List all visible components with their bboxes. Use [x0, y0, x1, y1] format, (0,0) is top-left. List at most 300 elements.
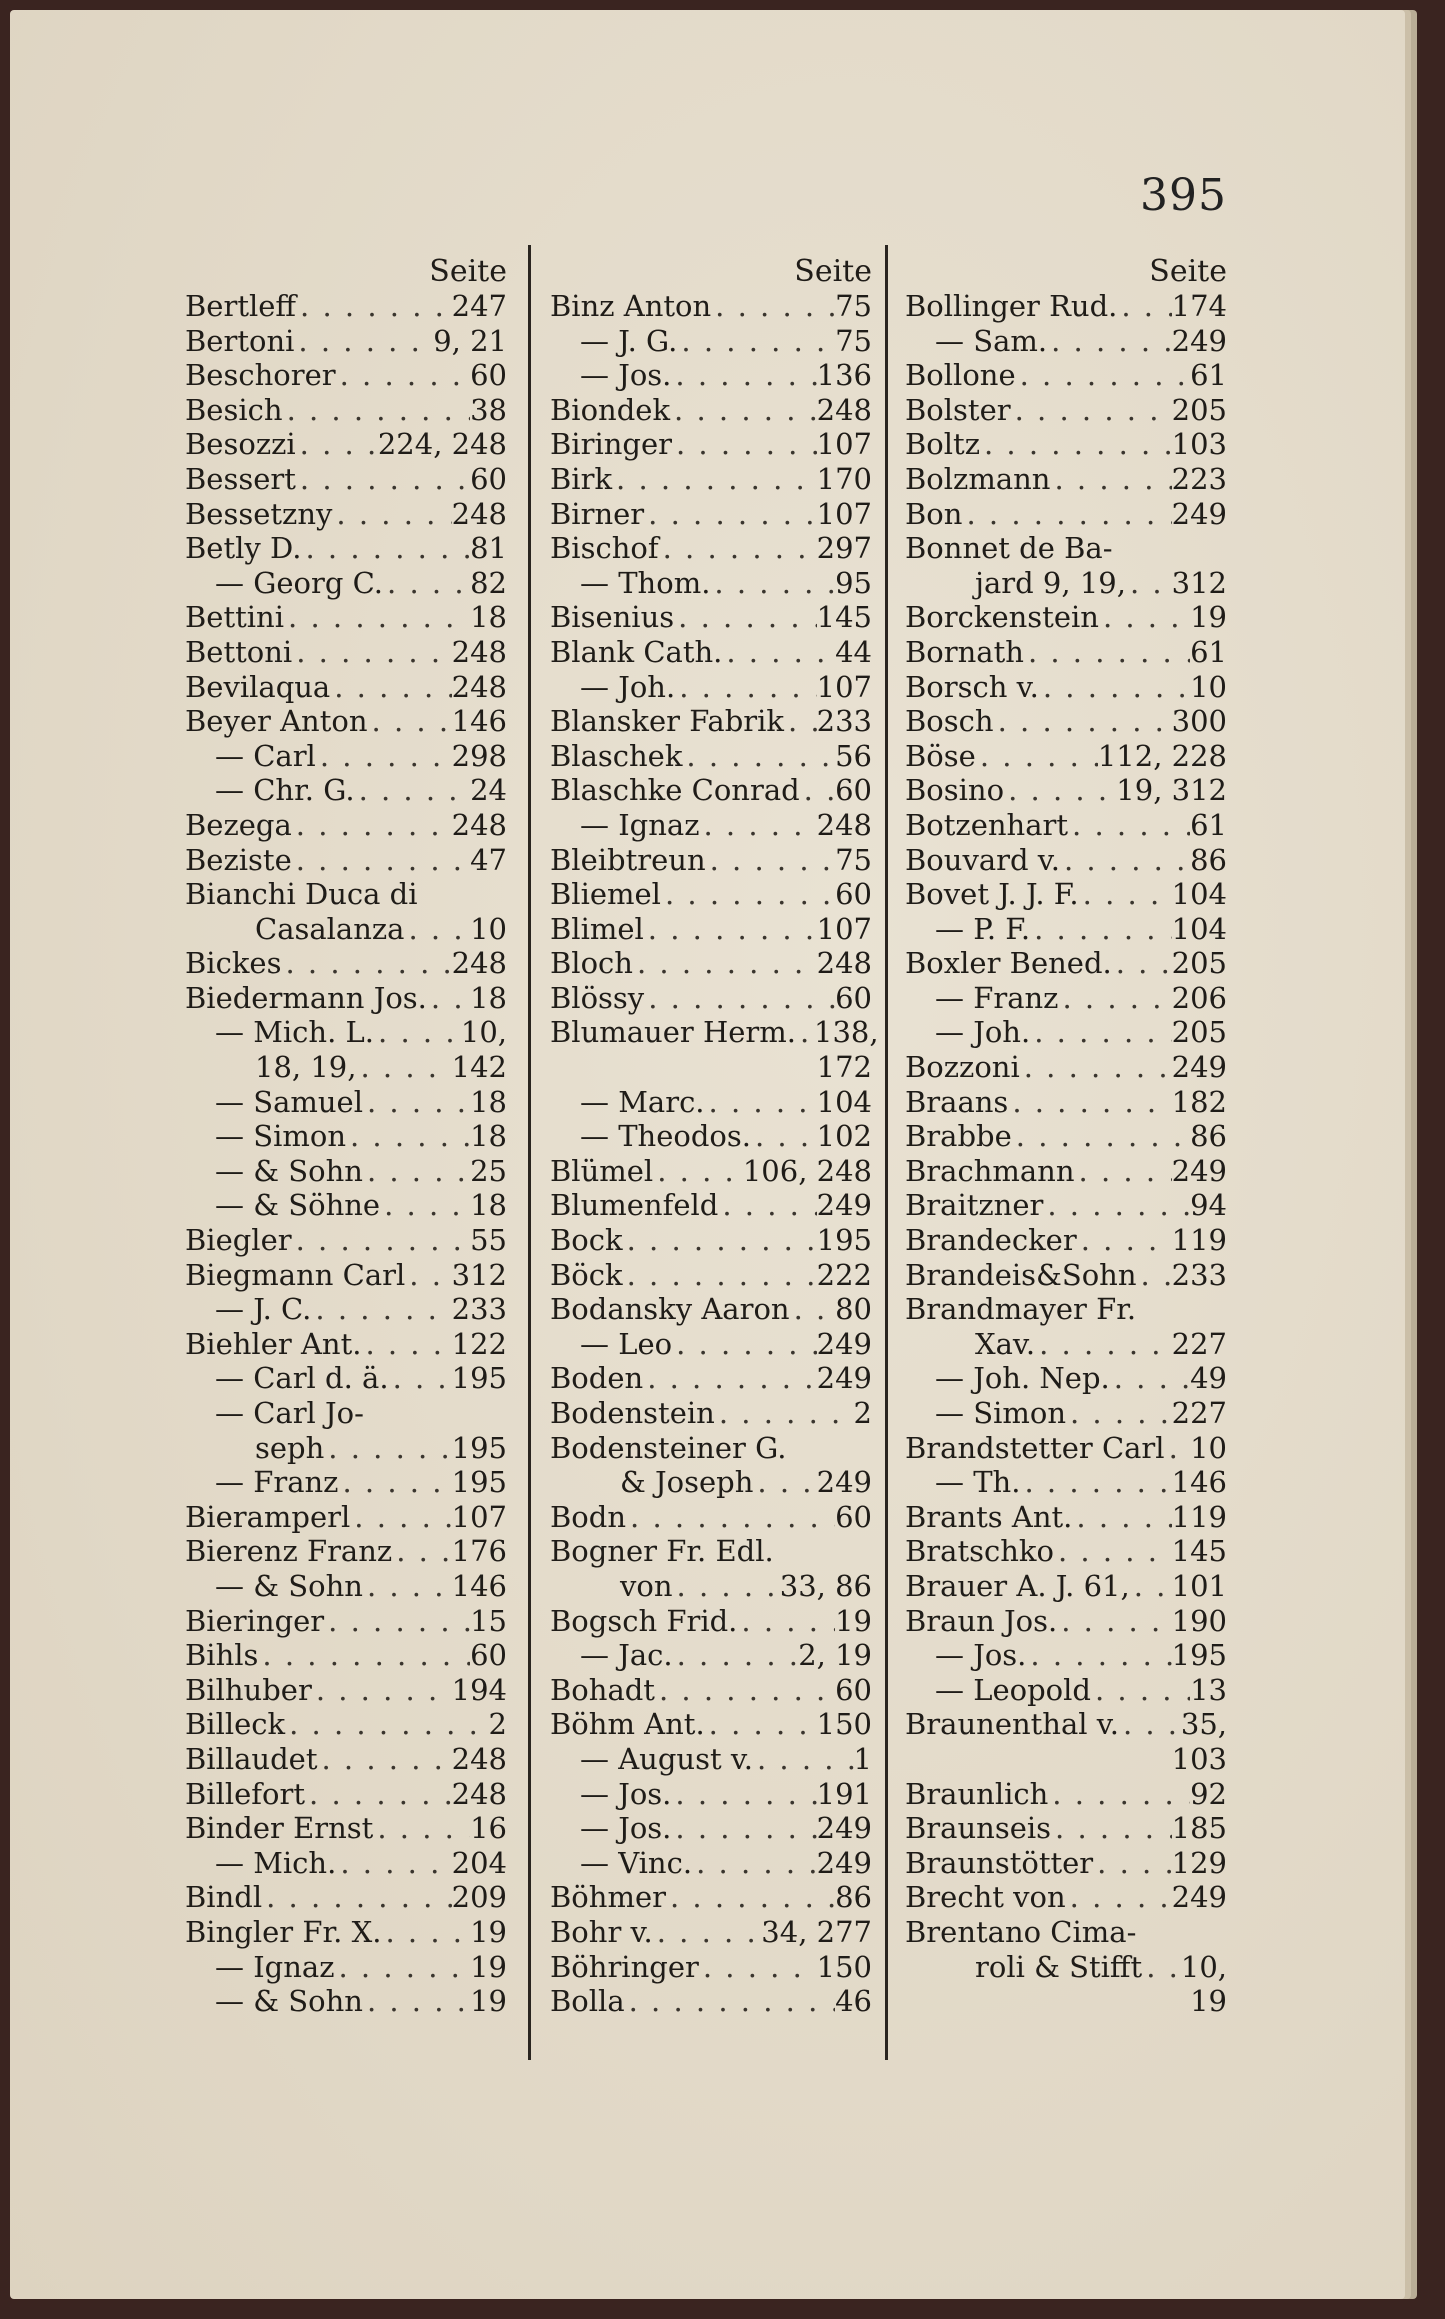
- entry-name: Bogsch Frid.: [550, 1603, 738, 1638]
- index-entry: [905, 497, 1235, 532]
- entry-pages: 19: [835, 1603, 872, 1638]
- index-entry: [550, 773, 880, 808]
- index-entry: [550, 1673, 880, 1708]
- entry-pages: 249: [816, 1361, 872, 1396]
- index-entry: [185, 877, 515, 912]
- index-entry: [905, 1258, 1235, 1293]
- index-entry: [550, 1258, 880, 1293]
- dot-leader: [1050, 462, 1171, 497]
- index-entry: [905, 1777, 1235, 1812]
- dot-leader: [699, 808, 816, 843]
- entry-name: Brentano Cima-: [905, 1914, 1137, 1949]
- entry-pages: 146: [1171, 1465, 1227, 1500]
- index-entry: [185, 1950, 515, 1985]
- dot-leader: [1072, 1500, 1171, 1535]
- dot-leader: [363, 1085, 470, 1120]
- dot-leader: [722, 635, 835, 670]
- entry-pages: 223: [1171, 461, 1227, 496]
- entry-pages: 249: [1171, 323, 1227, 358]
- entry-name: Bohadt: [550, 1672, 655, 1707]
- entry-name: — Theodos.: [580, 1119, 751, 1154]
- entry-name: — Jac.: [580, 1638, 673, 1673]
- entry-pages: 227: [1171, 1326, 1227, 1361]
- entry-name: — & Sohn: [215, 1568, 363, 1603]
- entry-pages: 60: [470, 1638, 507, 1673]
- dot-leader: [644, 912, 817, 947]
- index-entry: [550, 1534, 880, 1569]
- dot-leader: [296, 462, 470, 497]
- dot-leader: [1091, 1673, 1190, 1708]
- entry-pages: 138,: [814, 1015, 879, 1050]
- index-entry: [905, 600, 1235, 635]
- entry-name: Blössy: [550, 980, 645, 1015]
- entry-pages: 18: [470, 1188, 507, 1223]
- index-entry: [905, 877, 1235, 912]
- dot-leader: [1048, 1777, 1190, 1812]
- dot-leader: [1117, 289, 1171, 324]
- dot-leader: [612, 462, 817, 497]
- entry-pages: 298: [451, 738, 507, 773]
- entry-name: Boden: [550, 1361, 644, 1396]
- index-entry: [185, 1673, 515, 1708]
- dot-leader: [1035, 1327, 1172, 1362]
- index-column-1: [185, 255, 515, 2019]
- entry-pages: 102: [816, 1119, 872, 1154]
- index-entry: [185, 1534, 515, 1569]
- index-entry: [185, 1915, 515, 1950]
- entry-pages: 19: [1190, 600, 1227, 635]
- index-entry: [550, 635, 880, 670]
- entry-pages: 172: [816, 1050, 872, 1085]
- index-entry: [550, 600, 880, 635]
- dot-leader: [350, 1500, 451, 1535]
- index-entry: [550, 1050, 880, 1085]
- dot-leader: [644, 497, 816, 532]
- index-entry: [550, 462, 880, 497]
- entry-name: Bianchi Duca di: [185, 877, 418, 912]
- index-entry: [185, 427, 515, 462]
- index-entry: [185, 1638, 515, 1673]
- dot-leader: [1020, 1050, 1172, 1085]
- index-entry: [905, 773, 1235, 808]
- dot-leader: [355, 773, 471, 808]
- index-entry: [550, 739, 880, 774]
- index-entry: [905, 358, 1235, 393]
- entry-name: Birner: [550, 496, 645, 531]
- index-entry: [905, 324, 1235, 359]
- entry-name: — Franz: [215, 1465, 339, 1500]
- entry-name: Bihls: [185, 1638, 259, 1673]
- index-entry: [550, 427, 880, 462]
- index-entry: [550, 531, 880, 566]
- entry-pages: 95: [835, 565, 872, 600]
- entry-pages: 60: [835, 980, 872, 1015]
- index-entry: [905, 1050, 1235, 1085]
- index-entry: [550, 497, 880, 532]
- entry-pages: 9, 21: [433, 323, 507, 358]
- dot-leader: [427, 981, 470, 1016]
- entry-name: Brandmayer Fr.: [905, 1292, 1137, 1327]
- dot-leader: [336, 1846, 451, 1881]
- entry-name: — Ignaz: [215, 1949, 335, 1984]
- entry-name: Billefort: [185, 1776, 306, 1811]
- index-entry: [550, 1984, 880, 2019]
- entry-pages: 2, 19: [798, 1638, 872, 1673]
- dot-leader: [796, 1015, 814, 1050]
- entry-pages: 248: [451, 946, 507, 981]
- index-entry: [550, 946, 880, 981]
- entry-pages: 195: [1171, 1638, 1227, 1673]
- index-entry: [550, 1361, 880, 1396]
- dot-leader: [1066, 1880, 1172, 1915]
- index-entry: [550, 1154, 880, 1189]
- index-entry: [550, 566, 880, 601]
- entry-pages: 146: [451, 1568, 507, 1603]
- entry-name: Beyer Anton: [185, 704, 368, 739]
- dot-leader: [674, 600, 816, 635]
- entry-pages: 2: [853, 1396, 872, 1430]
- index-entry: [185, 1880, 515, 1915]
- index-entry: [185, 704, 515, 739]
- index-entry: [905, 1119, 1235, 1154]
- entry-pages: 34, 277: [761, 1914, 872, 1949]
- dot-leader: [389, 1361, 452, 1396]
- index-entry: [905, 1742, 1235, 1777]
- entry-name: Bertleff: [185, 289, 297, 323]
- entry-pages: 170: [816, 461, 872, 496]
- index-entry: [550, 1085, 880, 1120]
- entry-name: Bilhuber: [185, 1672, 312, 1707]
- index-entry: [550, 912, 880, 947]
- dot-leader: [1016, 358, 1190, 393]
- index-entry: [185, 1846, 515, 1881]
- entry-name: Bloch: [550, 946, 633, 981]
- index-entry: [905, 946, 1235, 981]
- entry-name: — & Sohn: [215, 1984, 363, 2019]
- index-entry: [905, 289, 1235, 324]
- index-entry: [550, 670, 880, 705]
- entry-name: Bollinger Rud.: [905, 289, 1118, 323]
- index-entry: [550, 1742, 880, 1777]
- entry-name: Bohr v.: [550, 1914, 653, 1949]
- entry-pages: 119: [1171, 1499, 1227, 1534]
- entry-name: Bovet J. J. F.: [905, 877, 1079, 912]
- dot-leader: [324, 1431, 451, 1466]
- entry-name: — Simon: [215, 1119, 346, 1154]
- entry-pages: 18: [470, 1084, 507, 1119]
- entry-name: — Jos.: [935, 1638, 1027, 1673]
- entry-pages: 60: [835, 1672, 872, 1707]
- entry-name: Biedermann Jos.: [185, 980, 427, 1015]
- entry-name: — Joh.: [935, 1015, 1031, 1050]
- index-entry: [550, 1811, 880, 1846]
- entry-pages: 146: [451, 704, 507, 739]
- entry-pages: 61: [1190, 358, 1227, 393]
- index-entry: [185, 1707, 515, 1742]
- entry-name: Blansker Fabrik: [550, 704, 784, 739]
- index-entry: [185, 1742, 515, 1777]
- index-entry: [185, 1050, 515, 1085]
- index-entry: [550, 981, 880, 1016]
- dot-leader: [1047, 324, 1172, 359]
- index-entry: [550, 393, 880, 428]
- index-entry: [185, 1015, 515, 1050]
- entry-name: Braunenthal v.: [905, 1707, 1119, 1742]
- entry-name: Bierenz Franz: [185, 1534, 393, 1569]
- entry-pages: 249: [816, 1465, 872, 1500]
- dot-leader: [346, 1119, 470, 1154]
- entry-pages: 106, 248: [742, 1153, 872, 1188]
- dot-leader: [675, 670, 816, 705]
- entry-name: Boltz: [905, 427, 980, 462]
- entry-pages: 233: [816, 704, 872, 739]
- index-entry: [185, 1465, 515, 1500]
- entry-pages: 60: [470, 461, 507, 496]
- entry-pages: 119: [1171, 1223, 1227, 1258]
- entry-name: — Thom.: [580, 565, 711, 600]
- entry-name: — Simon: [935, 1396, 1066, 1430]
- index-entry: [550, 1431, 880, 1466]
- entry-name: — Jos.: [580, 1776, 672, 1811]
- entry-pages: 33, 86: [779, 1568, 872, 1603]
- entry-pages: 60: [835, 1499, 872, 1534]
- dot-leader: [296, 427, 378, 462]
- dot-leader: [1068, 808, 1190, 843]
- page-number: 395: [1140, 170, 1227, 221]
- entry-pages: 248: [816, 946, 872, 981]
- entry-name: — & Sohn: [215, 1153, 363, 1188]
- column-header: Seite: [1149, 254, 1227, 289]
- entry-pages: 174: [1171, 289, 1227, 323]
- dot-leader: [753, 1465, 816, 1500]
- index-entry: [905, 1811, 1235, 1846]
- entry-name: Biegmann Carl: [185, 1257, 406, 1292]
- dot-leader: [334, 1950, 470, 1985]
- dot-leader: [715, 1396, 854, 1431]
- dot-leader: [361, 1327, 451, 1362]
- entry-name: Braans: [905, 1084, 1009, 1119]
- dot-leader: [1020, 1465, 1171, 1500]
- dot-leader: [1058, 981, 1171, 1016]
- index-entry: [550, 1950, 880, 1985]
- dot-leader: [404, 912, 470, 947]
- entry-name: — Chr. G.: [215, 773, 355, 808]
- index-entry: [905, 808, 1235, 843]
- dot-leader: [296, 289, 452, 324]
- entry-name: Birk: [550, 461, 613, 496]
- entry-pages: 248: [451, 496, 507, 531]
- index-entry: [185, 324, 515, 359]
- dot-leader: [311, 1292, 451, 1327]
- entry-name: Bollone: [905, 358, 1016, 393]
- dot-leader: [292, 808, 452, 843]
- entry-pages: 204: [451, 1845, 507, 1880]
- dot-leader: [336, 358, 470, 393]
- entry-name: Betly D.: [185, 531, 302, 566]
- entry-pages: 205: [1171, 392, 1227, 427]
- entry-pages: 82: [470, 565, 507, 600]
- entry-name: jard 9, 19,: [975, 565, 1126, 600]
- index-entry: [185, 1777, 515, 1812]
- entry-name: Bevilaqua: [185, 669, 331, 704]
- dot-leader: [373, 1811, 470, 1846]
- entry-pages: 297: [816, 531, 872, 566]
- book-page: [10, 10, 1405, 2299]
- dot-leader: [671, 1811, 816, 1846]
- index-column-3: [905, 255, 1235, 2019]
- index-entry: [905, 1361, 1235, 1396]
- dot-leader: [1130, 1569, 1172, 1604]
- entry-pages: 222: [816, 1257, 872, 1292]
- dot-leader: [751, 1119, 817, 1154]
- dot-leader: [1030, 912, 1172, 947]
- entry-pages: 206: [1171, 980, 1227, 1015]
- index-entry: [185, 1361, 515, 1396]
- entry-name: — Carl: [215, 738, 316, 773]
- entry-name: Beziste: [185, 842, 292, 877]
- entry-pages: 35,: [1180, 1707, 1227, 1742]
- entry-pages: 104: [1171, 877, 1227, 912]
- entry-pages: 195: [451, 1465, 507, 1500]
- index-entry: [905, 1188, 1235, 1223]
- entry-pages: 249: [1171, 1153, 1227, 1188]
- entry-pages: 191: [816, 1776, 872, 1811]
- index-entry: [905, 1085, 1235, 1120]
- dot-leader: [1142, 1950, 1181, 1985]
- index-entry: [905, 393, 1235, 428]
- dot-leader: [380, 1188, 470, 1223]
- entry-pages: 150: [816, 1707, 872, 1742]
- entry-name: Bliemel: [550, 877, 661, 912]
- dot-leader: [1030, 1015, 1171, 1050]
- entry-pages: 1: [853, 1741, 872, 1776]
- entry-name: — J. C.: [215, 1292, 312, 1327]
- entry-name: Blaschek: [550, 738, 683, 773]
- dot-leader: [962, 497, 1171, 532]
- entry-name: Bertoni: [185, 323, 295, 358]
- index-entry: [550, 358, 880, 393]
- dot-leader: [1077, 1223, 1172, 1258]
- dot-leader: [383, 566, 470, 601]
- entry-pages: 107: [816, 496, 872, 531]
- index-entry: [550, 1015, 880, 1050]
- dot-leader: [784, 704, 817, 739]
- index-entry: [550, 808, 880, 843]
- index-entry: [905, 1500, 1235, 1535]
- column-rule-2: [885, 245, 888, 2060]
- dot-leader: [737, 1604, 835, 1639]
- index-entry: [905, 566, 1235, 601]
- entry-pages: 249: [1171, 1050, 1227, 1085]
- index-entry: [185, 1811, 515, 1846]
- entry-name: Blümel: [550, 1153, 654, 1188]
- index-entry: [905, 531, 1235, 566]
- entry-pages: 13: [1190, 1672, 1227, 1707]
- entry-pages: 248: [451, 1776, 507, 1811]
- entry-name: Xav.: [975, 1326, 1036, 1361]
- entry-name: Biegler: [185, 1223, 292, 1258]
- entry-name: Blumauer Herm.: [550, 1015, 797, 1050]
- dot-leader: [705, 1707, 817, 1742]
- entry-name: Bindl: [185, 1880, 263, 1915]
- entry-pages: 44: [835, 634, 872, 669]
- entry-pages: 49: [1190, 1361, 1227, 1396]
- entry-pages: 249: [816, 1188, 872, 1223]
- entry-name: Besich: [185, 392, 283, 427]
- entry-pages: 209: [451, 1880, 507, 1915]
- index-entry: [185, 773, 515, 808]
- dot-leader: [1119, 1707, 1181, 1742]
- index-entry: [185, 289, 515, 324]
- dot-leader: [670, 393, 817, 428]
- dot-leader: [677, 324, 835, 359]
- index-entry: [185, 1258, 515, 1293]
- dot-leader: [301, 531, 470, 566]
- entry-name: — P. F.: [935, 911, 1031, 946]
- entry-pages: 2: [488, 1707, 507, 1742]
- entry-pages: 18: [470, 1119, 507, 1154]
- index-entry: [905, 1569, 1235, 1604]
- entry-name: — Marc.: [580, 1084, 705, 1119]
- index-entry: [185, 1431, 515, 1466]
- entry-pages: 75: [835, 842, 872, 877]
- index-entry: [905, 912, 1235, 947]
- entry-name: Borckenstein: [905, 600, 1099, 635]
- entry-name: — Georg C.: [215, 565, 384, 600]
- entry-name: — Mich. L.: [215, 1015, 375, 1050]
- dot-leader: [381, 1915, 470, 1950]
- index-entry: [550, 1327, 880, 1362]
- index-entry: [905, 1915, 1235, 1950]
- index-entry: [550, 1638, 880, 1673]
- index-entry: [185, 600, 515, 635]
- column-rule-1: [528, 245, 531, 2060]
- column-header: Seite: [429, 254, 507, 289]
- entry-name: Böhmer: [550, 1880, 666, 1915]
- entry-pages: 16: [470, 1811, 507, 1846]
- dot-leader: [753, 1742, 854, 1777]
- dot-leader: [284, 600, 470, 635]
- index-entry: [905, 739, 1235, 774]
- entry-name: Braunseis: [905, 1811, 1052, 1846]
- index-entry: [550, 843, 880, 878]
- index-entry: [185, 1292, 515, 1327]
- entry-name: Böhm Ant.: [550, 1707, 705, 1742]
- entry-pages: 61: [1190, 634, 1227, 669]
- entry-name: roli & Stifft: [975, 1949, 1143, 1984]
- entry-name: — Carl d. ä.: [215, 1361, 389, 1396]
- entry-pages: 145: [1171, 1534, 1227, 1569]
- entry-name: — Carl Jo-: [215, 1396, 364, 1430]
- index-entry: [905, 1984, 1235, 2019]
- dot-leader: [1110, 1361, 1190, 1396]
- dot-leader: [710, 566, 835, 601]
- index-entry: [905, 704, 1235, 739]
- entry-name: Brandecker: [905, 1223, 1077, 1258]
- entry-name: — Leopold: [935, 1672, 1091, 1707]
- entry-pages: 227: [1171, 1396, 1227, 1430]
- index-entry: [550, 1500, 880, 1535]
- dot-leader: [673, 1638, 799, 1673]
- index-entry: [550, 1604, 880, 1639]
- entry-pages: 205: [1171, 1015, 1227, 1050]
- index-column-2: [550, 255, 880, 2019]
- dot-leader: [363, 1569, 452, 1604]
- entry-name: Bodensteiner G.: [550, 1430, 787, 1465]
- dot-leader: [405, 1258, 451, 1293]
- index-entry: [185, 1604, 515, 1639]
- dot-leader: [317, 1742, 451, 1777]
